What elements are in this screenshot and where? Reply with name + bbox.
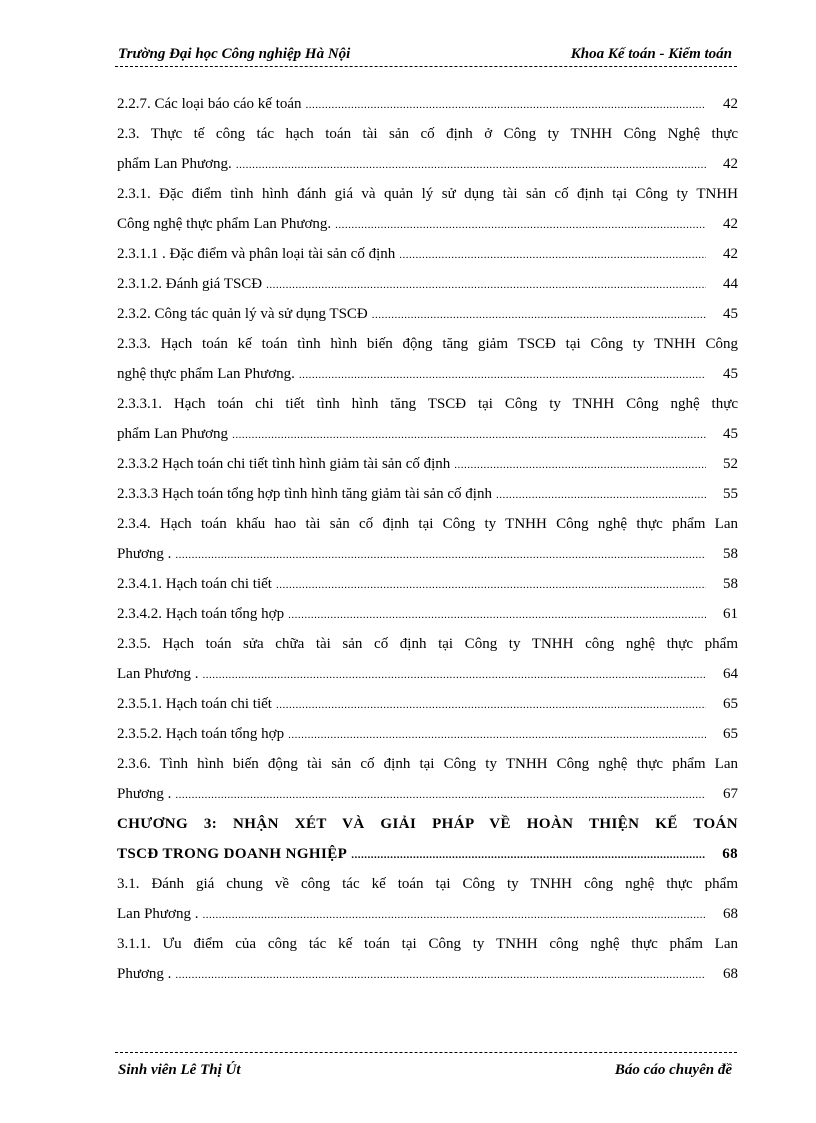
toc-entry-title: phẩm Lan Phương [117, 426, 229, 442]
dot-leader [306, 89, 706, 120]
toc-entry-title-line: 3.1.1. Ưu điểm của công tác kế toán tại Công ty TNHH công nghệ thực phẩm Lan [117, 936, 738, 952]
toc-entry [117, 449, 738, 479]
dot-leader [202, 899, 706, 930]
toc-entry-title: 2.3.5.2. Hạch toán tổng hợp [117, 726, 285, 742]
toc-entry-title: 2.3.4.1. Hạch toán chi tiết [117, 576, 272, 592]
toc-entry [117, 719, 738, 749]
toc-page-number: 64 [723, 666, 738, 682]
dot-leader [175, 959, 706, 990]
dot-leader [496, 479, 706, 510]
toc-page-number: 42 [723, 246, 738, 262]
toc-entry [117, 89, 738, 119]
dot-leader [175, 539, 706, 570]
toc-entry-title-line: 2.3.6. Tình hình biến động tài sản cố định tại Công ty TNHH Công nghệ thực phẩm Lan [117, 756, 738, 772]
toc-page-number: 55 [723, 486, 738, 502]
toc-entry-title-line: 2.3.1. Đặc điểm tình hình đánh giá và quản lý sử dụng tài sản cố định tại Công ty TNHH [117, 186, 738, 202]
toc-page-number: 42 [723, 156, 738, 172]
toc-entry [117, 479, 738, 509]
toc-entry [117, 569, 738, 599]
page-header [118, 44, 736, 66]
toc-entry [117, 749, 738, 809]
toc-chapter-entry [117, 809, 738, 869]
dot-leader [276, 689, 706, 720]
toc-entry [117, 689, 738, 719]
toc-entry-title: Lan Phương . [117, 666, 199, 682]
toc-page-number: 44 [723, 276, 738, 292]
toc-page-number: 45 [723, 426, 738, 442]
toc-entry-title-line: 2.3.5. Hạch toán sửa chữa tài sản cố định tại Công ty TNHH công nghệ thực phẩm [117, 636, 738, 652]
dot-leader [236, 149, 706, 180]
dot-leader [276, 569, 706, 600]
toc-entry [117, 239, 738, 269]
dot-leader [175, 779, 706, 810]
toc-page-number: 61 [723, 606, 738, 622]
header-university: Trường Đại học Công nghiệp Hà Nội [118, 46, 351, 62]
footer-divider [115, 1052, 737, 1053]
dot-leader [266, 269, 706, 300]
toc-entry-title-line: 3.1. Đánh giá chung về công tác kế toán tại Công ty TNHH công nghệ thực phẩm [117, 876, 738, 892]
toc-entry-title: nghệ thực phẩm Lan Phương. [117, 366, 295, 382]
toc-entry-title: 2.3.3.2 Hạch toán chi tiết tình hình giảm tài sản cố định [117, 456, 451, 472]
toc-entry [117, 599, 738, 629]
dot-leader [372, 299, 706, 330]
toc-entry-title: Phương . [117, 966, 172, 982]
header-faculty: Khoa Kế toán - Kiểm toán [570, 46, 732, 62]
dot-leader [399, 239, 706, 270]
dot-leader [299, 359, 706, 390]
toc-page-number: 42 [723, 216, 738, 232]
toc-page-number: 68 [722, 846, 738, 862]
toc-entry [117, 299, 738, 329]
toc-page-number: 68 [723, 906, 738, 922]
toc-entry-title: 2.3.1.2. Đánh giá TSCĐ [117, 276, 263, 292]
toc-page-number: 65 [723, 726, 738, 742]
toc-entry [117, 389, 738, 449]
footer-report-type: Báo cáo chuyên đề [614, 1062, 732, 1078]
toc-entry-title: TSCĐ TRONG DOANH NGHIỆP [117, 846, 348, 862]
toc-page-number: 68 [723, 966, 738, 982]
header-divider [115, 66, 737, 67]
toc-entry-title: 2.3.2. Công tác quản lý và sử dụng TSCĐ [117, 306, 368, 322]
footer-student: Sinh viên Lê Thị Út [118, 1062, 241, 1078]
toc-entry [117, 119, 738, 179]
toc-entry [117, 329, 738, 389]
page-footer [118, 1062, 736, 1084]
toc-entry-title: 2.3.1.1 . Đặc điểm và phân loại tài sản cố định [117, 246, 396, 262]
toc-entry [117, 509, 738, 569]
toc-entry-title: Công nghệ thực phẩm Lan Phương. [117, 216, 332, 232]
dot-leader [232, 419, 706, 450]
toc-entry-title: 2.3.4.2. Hạch toán tổng hợp [117, 606, 285, 622]
toc-entry-title: Lan Phương . [117, 906, 199, 922]
toc-page-number: 45 [723, 366, 738, 382]
toc-page-number: 67 [723, 786, 738, 802]
dot-leader [288, 599, 706, 630]
toc-page-number: 42 [723, 96, 738, 112]
toc-entry [117, 269, 738, 299]
toc-entry [117, 929, 738, 989]
dot-leader [202, 659, 706, 690]
dot-leader [454, 449, 706, 480]
toc-entry-title-line: 2.3.3.1. Hạch toán chi tiết tình hình tăng TSCĐ tại Công ty TNHH Công nghệ thực [117, 396, 738, 412]
table-of-contents [117, 89, 738, 989]
toc-entry-title-line: 2.3.3. Hạch toán kế toán tình hình biến động tăng giảm TSCĐ tại Công ty TNHH Công [117, 336, 738, 352]
toc-page-number: 52 [723, 456, 738, 472]
toc-entry-title-line: CHƯƠNG 3: NHẬN XÉT VÀ GIẢI PHÁP VỀ HOÀN THIỆN KẾ TOÁN [117, 816, 738, 832]
toc-entry-title: Phương . [117, 546, 172, 562]
toc-entry-title: 2.3.5.1. Hạch toán chi tiết [117, 696, 272, 712]
toc-page-number: 58 [723, 546, 738, 562]
toc-entry-title: Phương . [117, 786, 172, 802]
toc-page-number: 65 [723, 696, 738, 712]
dot-leader [288, 719, 706, 750]
toc-entry [117, 179, 738, 239]
toc-entry-title: 2.3.3.3 Hạch toán tổng hợp tình hình tăng giảm tài sản cố định [117, 486, 492, 502]
toc-entry [117, 869, 738, 929]
toc-page-number: 58 [723, 576, 738, 592]
toc-page-number: 45 [723, 306, 738, 322]
toc-entry-title-line: 2.3. Thực tế công tác hạch toán tài sản cố định ở Công ty TNHH Công Nghệ thực [117, 126, 738, 142]
dot-leader [351, 839, 706, 870]
toc-entry-title-line: 2.3.4. Hạch toán khấu hao tài sản cố định tại Công ty TNHH Công nghệ thực phẩm Lan [117, 516, 738, 532]
toc-entry [117, 629, 738, 689]
toc-entry-title: phẩm Lan Phương. [117, 156, 232, 172]
dot-leader [335, 209, 706, 240]
toc-entry-title: 2.2.7. Các loại báo cáo kế toán [117, 96, 302, 112]
